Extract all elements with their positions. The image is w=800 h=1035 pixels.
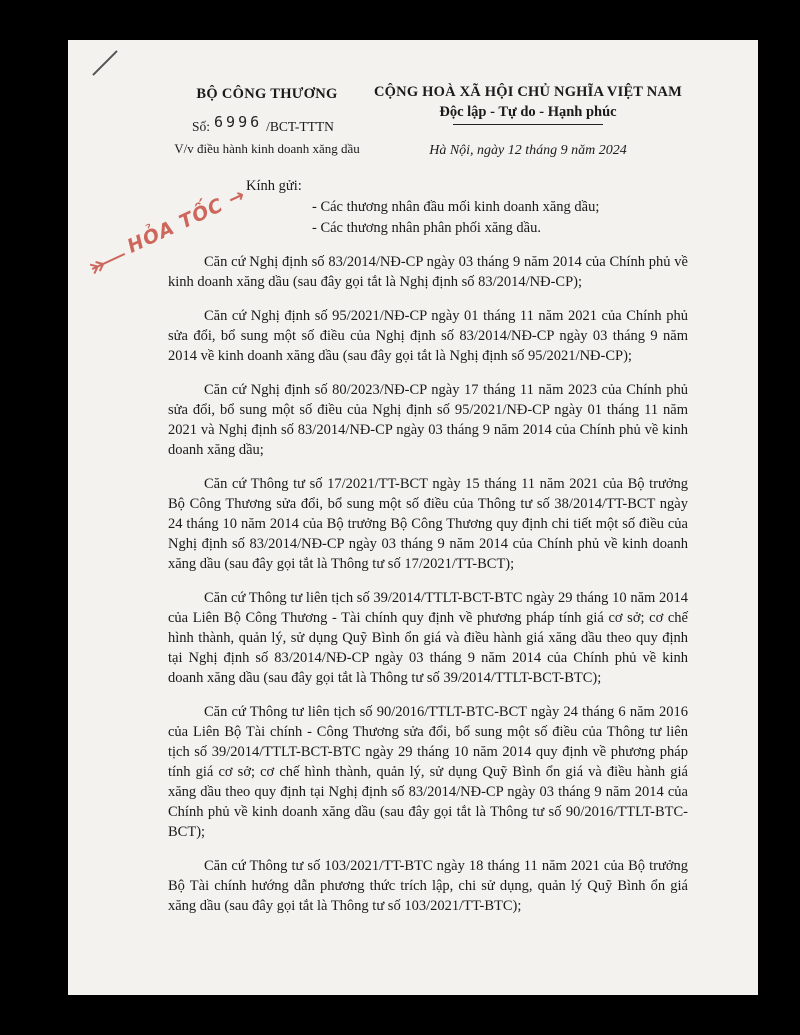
legal-basis-paragraph: Căn cứ Thông tư liên tịch số 39/2014/TTLT-BCT-BTC ngày 29 tháng 10 năm 2014 của Liên Bộ Công Thương - Tài chính quy định về phương pháp tính giá cơ sở; cơ chế hình thành, quản lý, sử dụng Quỹ Bình ổn giá và điều hành giá xăng dầu theo quy định tại Nghị định số 83/2014/NĐ-CP ngày 03 tháng 9 năm 2014 của Chính phủ về kinh doanh xăng dầu (sau đây gọi tắt là Thông tư số 39/2014/TTLT-BCT-BTC); <box>168 590 688 686</box>
stamp-arrowhead-icon: → <box>224 183 250 211</box>
ministry-name: BỘ CÔNG THƯƠNG <box>196 86 338 102</box>
doc-number-prefix: Số: <box>192 119 211 134</box>
legal-basis-paragraph: Căn cứ Nghị định số 83/2014/NĐ-CP ngày 03 tháng 9 năm 2014 của Chính phủ về kinh doanh xăng dầu (sau đây gọi tắt là Nghị định số 83/2014/NĐ-CP); <box>168 254 688 290</box>
recipients-block <box>246 178 599 239</box>
doc-number-handwritten: 6996 <box>214 113 263 131</box>
issuer-block <box>152 86 382 157</box>
legal-basis-paragraph: Căn cứ Thông tư số 103/2021/TT-BTC ngày 18 tháng 11 năm 2021 của Bộ trưởng Bộ Tài chính hướng dẫn phương thức trích lập, chi sử dụng, quản lý Quỹ Bình ổn giá xăng dầu (sau đây gọi tắt là Thông tư số 103/2021/TT-BTC); <box>168 858 688 914</box>
legal-basis-paragraph: Căn cứ Nghị định số 95/2021/NĐ-CP ngày 01 tháng 11 năm 2021 của Chính phủ sửa đổi, bổ sung một số điều của Nghị định số 83/2014/NĐ-CP ngày 03 tháng 9 năm 2014 về kinh doanh xăng dầu (sau đây gọi tắt là Nghị định số 95/2021/NĐ-CP); <box>168 308 688 364</box>
document-page <box>68 40 758 995</box>
document-number <box>152 113 382 135</box>
motto-underline <box>453 124 603 125</box>
national-header <box>368 84 688 159</box>
recipients-list <box>246 197 599 239</box>
document-body <box>168 252 688 930</box>
legal-basis-paragraph: Căn cứ Thông tư số 17/2021/TT-BCT ngày 15 tháng 11 năm 2021 của Bộ trưởng Bộ Công Thương sửa đổi, bổ sung một số điều của Thông tư số 38/2014/TT-BCT ngày 24 tháng 10 năm 2014 của Bộ trưởng Bộ Công Thương quy định chi tiết một số điều của Nghị định số 83/2014/NĐ-CP ngày 03 tháng 9 năm 2014 của Chính phủ về kinh doanh xăng dầu (sau đây gọi tắt là Thông tư số 17/2021/TT-BCT); <box>168 476 688 572</box>
document-date: Hà Nội, ngày 12 tháng 9 năm 2024 <box>429 143 627 158</box>
nation-name: CỘNG HOÀ XÃ HỘI CHỦ NGHĨA VIỆT NAM <box>374 84 682 100</box>
recipients-greeting: Kính gửi: <box>246 178 302 194</box>
national-motto: Độc lập - Tự do - Hạnh phúc <box>439 104 617 120</box>
legal-basis-paragraph: Căn cứ Thông tư liên tịch số 90/2016/TTLT-BTC-BCT ngày 24 tháng 6 năm 2016 của Liên Bộ Tài chính - Công Thương sửa đổi, bổ sung một số điều của Thông tư liên tịch số 39/2014/TTLT-BCT-BTC ngày 29 tháng 10 năm 2014 quy định về phương pháp tính giá cơ sở; cơ chế hình thành, quản lý, sử dụng Quỹ Bình ổn giá và điều hành giá xăng dầu theo quy định tại Nghị định số 83/2014/NĐ-CP ngày 03 tháng 9 năm 2014 của Chính phủ về kinh doanh xăng dầu (sau đây gọi tắt là Thông tư số 90/2016/TTLT-BTC-BCT); <box>168 704 688 840</box>
recipient-item: - Các thương nhân đầu mối kinh doanh xăng dầu; <box>312 199 600 215</box>
pen-mark <box>92 50 117 75</box>
recipient-item: - Các thương nhân phân phối xăng dầu. <box>312 220 541 236</box>
document-subject: V/v điều hành kinh doanh xăng dầu <box>174 141 360 156</box>
stamp-text: HỎA TỐC <box>123 194 227 258</box>
stamp-arrow-icon <box>87 245 131 278</box>
legal-basis-paragraph: Căn cứ Nghị định số 80/2023/NĐ-CP ngày 17 tháng 11 năm 2023 của Chính phủ sửa đổi, bổ sung một số điều của Nghị định số 95/2021/NĐ-CP ngày 01 tháng 11 năm 2021 và Nghị định số 83/2014/NĐ-CP ngày 03 tháng 9 năm 2014 của Chính phủ về kinh doanh xăng dầu; <box>168 382 688 458</box>
doc-number-suffix: /BCT-TTTN <box>266 119 334 134</box>
